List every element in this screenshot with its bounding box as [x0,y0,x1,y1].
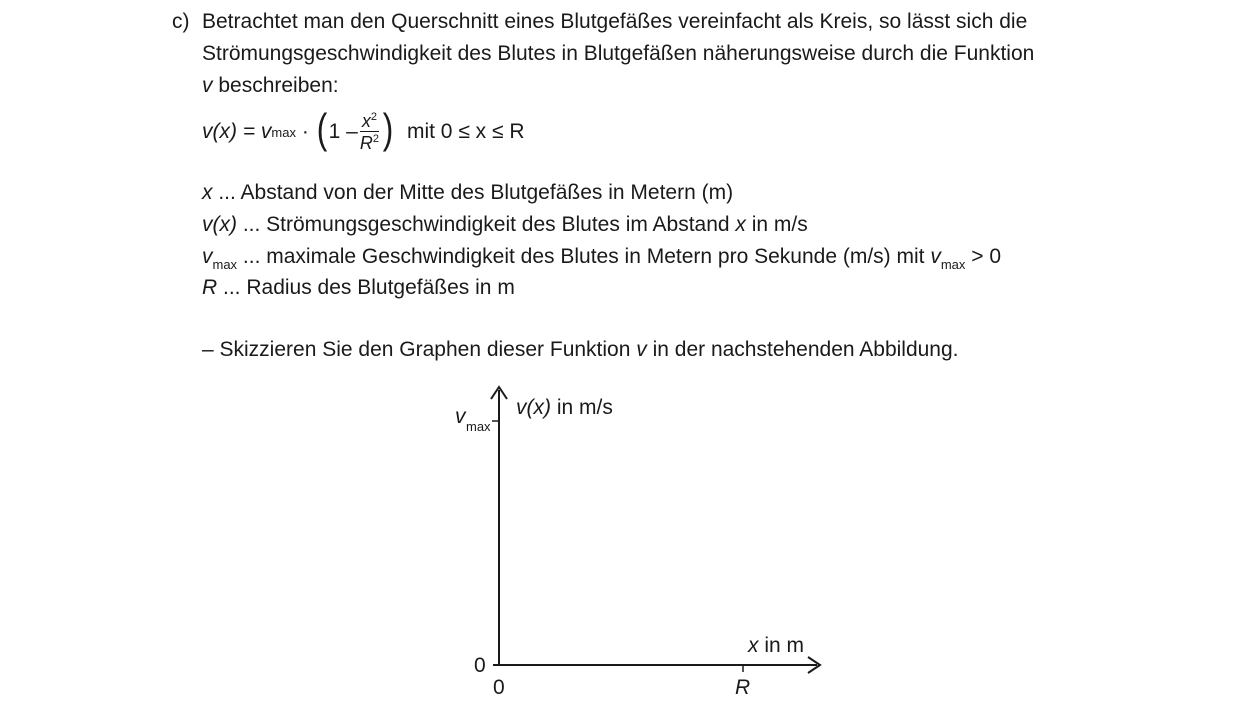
frac-den: R [359,133,373,153]
def-sym: x [202,181,213,204]
x-axis-label: x in m [748,634,805,657]
paren-open: ( [316,105,327,152]
def-sym: v [930,245,941,268]
x-tick-label-R: R [735,676,751,699]
intro-line-2: Strömungsgeschwindigkeit des Blutes in Blutgefäßen näherungsweise durch die Funktion [202,42,1035,65]
formula-dot: · [295,120,315,143]
y-tick-label-vmax: v [455,405,466,428]
formula-lhs-sub: max [271,124,296,140]
frac-num: x [361,111,371,131]
x-tick-label-0: 0 [493,676,505,699]
instruction-var: v [636,338,647,361]
def-text: > 0 [965,245,1002,268]
def-text: ... Abstand von der Mitte des Blutgefäßes in Metern (m) [212,181,734,204]
def-sym: v [202,245,213,268]
formula-one-minus: 1 – [328,120,358,143]
def-text: ... Strömungsgeschwindigkeit des Blutes im Abstand [237,213,736,236]
intro-line-3-text: beschreiben: [212,74,339,97]
y-tick-label-0: 0 [474,654,486,677]
var-v: v [202,74,213,97]
formula-lhs: v(x) = v [202,120,272,143]
intro-line-1: Betrachtet man den Querschnitt eines Blutgefäßes vereinfacht als Kreis, so lässt sich die [202,10,1028,33]
def-sym: v(x) [202,213,237,236]
def-sym: x [735,213,746,236]
y-tick-label-vmax-sub: max [466,419,491,434]
def-text: ... Radius des Blutgefäßes in m [217,276,515,299]
def-text: in m/s [745,213,808,236]
formula-condition: mit 0 ≤ x ≤ R [406,120,525,143]
paren-close: ) [382,105,394,152]
frac-den-exp: 2 [372,133,379,145]
task-label: c) [172,10,190,33]
def-text: ... maximale Geschwindigkeit des Blutes in Metern pro Sekunde (m/s) mit [237,245,931,268]
def-sub: max [212,257,238,272]
frac-num-exp: 2 [370,111,377,123]
def-sym: R [202,276,218,299]
instruction-pre: – Skizzieren Sie den Graphen dieser Funktion [202,338,637,361]
instruction-post: in der nachstehenden Abbildung. [646,338,959,361]
def-sub: max [940,257,966,272]
y-axis-label: v(x) in m/s [516,396,613,419]
